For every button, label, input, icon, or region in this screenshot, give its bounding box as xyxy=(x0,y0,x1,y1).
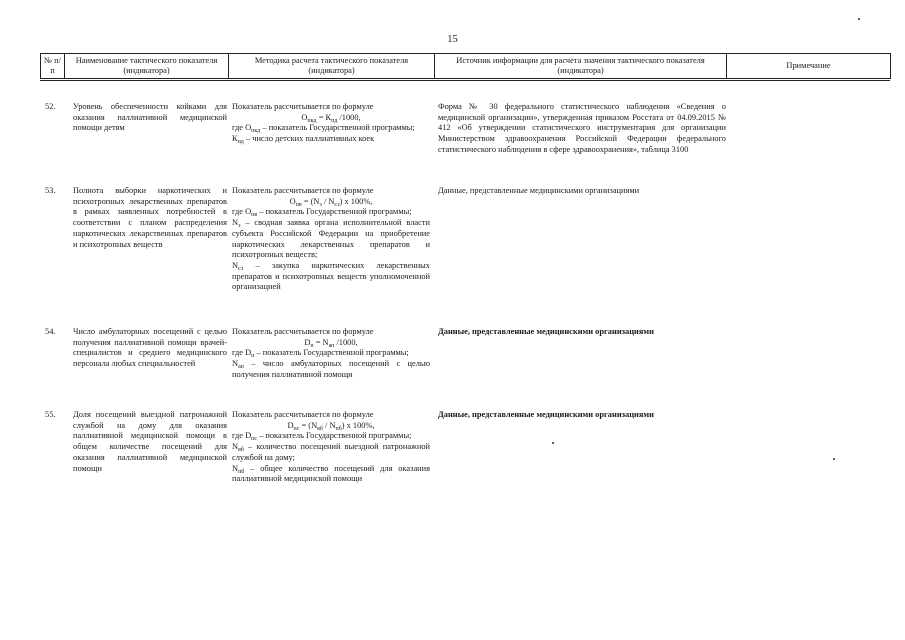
indicator-name: Полнота выборки наркотических и психотропных лекарственных препаратов в рамках заявленных потребностей в соответствии с планом распределения наркотических лекарственных препаратов и психотропных веществ xyxy=(73,186,227,249)
header-source: Источник информации для расчета значения тактического показателя (индикатора) xyxy=(435,54,727,79)
method-intro: Показатель рассчитывается по формуле xyxy=(232,102,374,111)
source-cell: Данные, представленные медицинскими организациями xyxy=(438,186,640,195)
method-intro: Показатель рассчитывается по формуле xyxy=(232,186,374,195)
indicator-name: Уровень обеспеченности койками для оказания паллиативной медицинской помощи детям xyxy=(73,102,227,133)
formula: $О_{пв} = (N_з / N_{сз})$ x 100%, xyxy=(289,196,373,208)
row-number: 54. xyxy=(45,327,56,336)
scan-speck xyxy=(858,18,860,20)
indicator-name: Доля посещений выездной патронажной службой на дому для оказания паллиативной медицинской помощи в общем количестве посещений для оказания паллиативной медицинской помощи xyxy=(73,410,227,473)
definition: где $О_{пв}$ – показатель Государственной программы; xyxy=(232,207,412,219)
definition: $N_{сз}$ – закупка наркотических лекарственных препаратов и психотропных веществ уполномоченной организацией xyxy=(232,260,430,292)
formula: $D_{пс} = (N_{вб} / N_{пб})$ x 100%, xyxy=(287,420,375,432)
definition: $N_з$ – сводная заявка органа исполнительной власти субъекта Российской Федерации на приобретение наркотических лекарственных препаратов и психотропных веществ; xyxy=(232,218,430,260)
method-intro: Показатель рассчитывается по формуле xyxy=(232,410,374,419)
method-intro: Показатель рассчитывается по формуле xyxy=(232,327,374,336)
definition: $К_{пд}$ – число детских паллиативных коек xyxy=(232,134,375,146)
formula: $О_{пкд} = К_{пд}$ /1000, xyxy=(301,112,361,124)
definition: где $D_{пс}$ – показатель Государственной программы; xyxy=(232,431,412,443)
method-cell xyxy=(232,102,430,145)
definition: $N_{ап}$ – число амбулаторных посещений с целью получения паллиативной помощи xyxy=(232,359,430,379)
scan-speck xyxy=(552,442,554,444)
header-method: Методика расчета тактического показателя (индикатора) xyxy=(229,54,435,79)
indicator-name: Число амбулаторных посещений с целью получения паллиативной помощи врачей-специалистов и среднего медицинского персонала любых специальностей xyxy=(73,327,227,369)
header-name: Наименование тактического показателя (индикатора) xyxy=(65,54,229,79)
header-num: № п/п xyxy=(41,54,65,79)
method-cell xyxy=(232,327,430,381)
header-note: Примечание xyxy=(727,54,891,79)
method-cell xyxy=(232,410,430,485)
table-header xyxy=(40,53,891,79)
formula: $D_п = N_{ап}$ /1000, xyxy=(304,337,358,349)
row-number: 52. xyxy=(45,102,56,111)
source-cell: Данные, представленные медицинскими организациями xyxy=(438,410,654,419)
header-divider xyxy=(40,80,890,81)
source-cell: Данные, представленные медицинскими организациями xyxy=(438,327,654,336)
row-number: 53. xyxy=(45,186,56,195)
row-number: 55. xyxy=(45,410,56,419)
definition: где $D_п$ – показатель Государственной программы; xyxy=(232,348,409,360)
definition: где $О_{пкд}$ – показатель Государственной программы; xyxy=(232,123,415,135)
definition: $N_{пб}$ – общее количество посещений для оказания паллиативной медицинской помощи xyxy=(232,463,430,484)
page-number: 15 xyxy=(447,34,458,45)
definition: $N_{вб}$ – количество посещений выездной патронажной службой на дому; xyxy=(232,442,430,462)
method-cell xyxy=(232,186,430,293)
source-cell: Форма № 30 федерального статистического наблюдения «Сведения о медицинской организации», утвержденная приказом Росстата от 04.09.2015 № 412 «Об утверждении статистического инструментария для организации Министерством здравоохранения Российской Федерации федерального статистического наблюдения в сфере здравоохранения», таблица 3100 xyxy=(438,102,726,154)
scan-speck xyxy=(833,458,835,460)
